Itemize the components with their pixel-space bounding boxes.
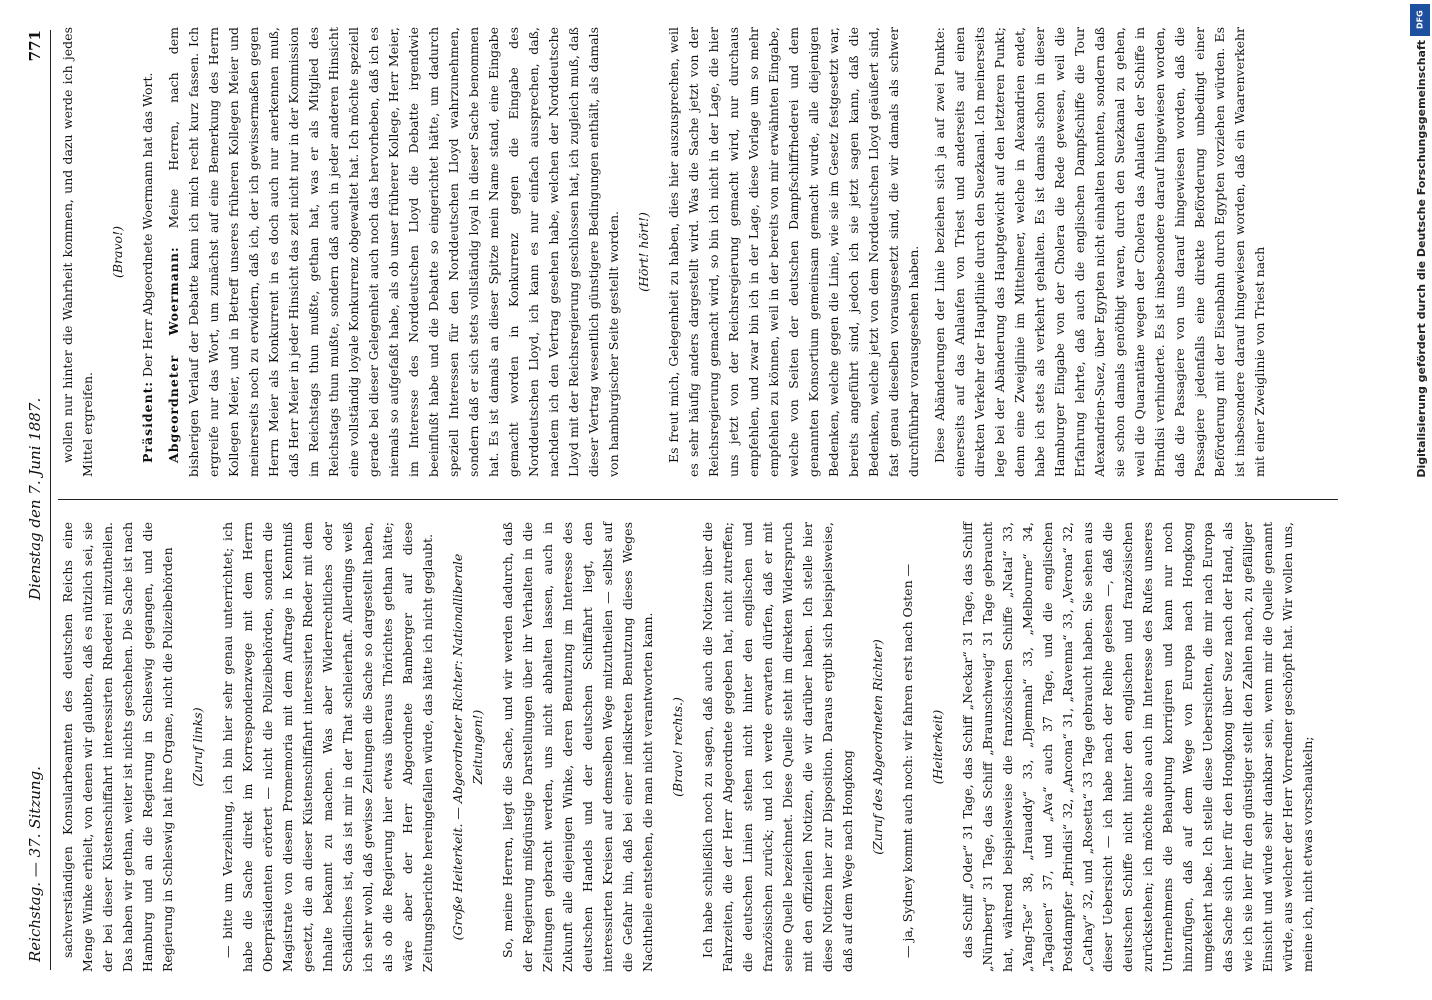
speech-paragraph	[138, 27, 158, 477]
speech-paragraph	[164, 27, 624, 477]
speaker-name: Abgeordneter Woermann:	[166, 246, 181, 463]
paragraph: wollen nur hinter die Wahrheit kommen, und dazu werde ich jedes Mittel ergreifen.	[60, 27, 95, 477]
speech-text: Der Herr Abgeordnete Woermann hat das Wort.	[140, 72, 155, 377]
interjection: (Große Heiterkeit. — Abgeordneter Richter: Nationalliberale Zeitungen!)	[450, 553, 485, 941]
interjection: (Bravo! rechts.)	[670, 697, 685, 797]
paragraph: das Schiff „Oder“ 31 Tage, das Schiff „Neckar“ 31 Tage, das Schiff „Nürnberg“ 31 Tage, das Schiff „Braunschweig“ 31 Tage gebraucht hat, während beispielsweise die französischen Schiffe „Natal“ 33, „Yang-Tse“ 38, „Irauaddy“ 33, „Djemnah“ 33, „Melbourne“ 34, „Tagaloen“ 37, und „Ava“ auch 37 Tage, und die englischen Postdampfer „Brindisi“ 32, „Ancona“ 31, „Ravenna“ 33, „Verona“ 32, „Cathay“ 32, und „Rosetta“ 33 Tage gebraucht haben. Sie sehen aus dieser Uebersicht — ich habe nach der Reihe gelesen —, daß die deutschen Schiffe nicht hinter den englischen und französischen zurückstehen; ich möchte also auch im Interesse des Rufes unseres Unternehmens die Behauptung korrigiren und kann nur noch hinzufügen, daß auf dem Wege von Europa nach Hongkong umgekehrt habe. Ich stelle diese Uebersichten, die mir nach Europa das Sache sich hier für den Hongkong über Suez nach der Hand, als wie ich sie hier für den günstiger stellt den Zahlen nach, zu gefälliger Einsicht und würde sehr dankbar sein, wenn mir die Quelle genannt würde, aus welcher der Herr Vorredner geschöpft hat. Wir wollen uns, meine ich, nicht etwas vorschaukeln;	[960, 522, 1315, 972]
interjection: (Hört! hört!)	[636, 212, 651, 292]
speech-text: Meine Herren, nach dem bisherigen Verlauf der Debatte kann ich mich recht kurz fassen. Ich ergreife nur das Wort, um zunächst auf eine Bemerkung des Herrn Kollegen Meier, und in Betreff unseres früheren Kollegen Meier und meinerseits noch zu erwidern, daß ich, der ich gewissermaßen gegen Herrn Meier als Konkurrent in es doch auch nur anerkennen muß, daß Herr Meier in jeder Hinsicht das zeit nicht nur in der Kommission im Reichstags thun mußte, gethan hat, was er als Mitglied des Reichstags thun mußte, sondern daß auch in jeder anderen Hinsicht eine vollständig loyale Konkurrenz obgewaltet hat. Ich möchte speziell gerade bei dieser Gelegenheit auch noch das hervorheben, daß ich es niemals so aufgefaßt habe, als ob unser früherer Kollege, Herr Meier, im Interesse des Norddeutschen Lloyd die Debatte irgendwie beeinflußt habe und die Debatte so eingerichtet hätte, um dadurch speziell Interessen für den Norddeutschen Lloyd wahrzunehmen, sondern daß er sich stets vollständig loyal in dieser Sache benommen hat. Es ist damals an dieser Spitze mein Name stand, eine Eingabe gemacht worden in Konkurrenz gegen die Eingabe des Norddeutschen Lloyd, ich kann es nur einfach aussprechen, daß, nachdem ich den Vertrag gesehen habe, welchen der Norddeutsche Lloyd mit der Reichsregierung geschlossen hat, ich zugleich muß, daß dieser Vertrag wesentlich günstigere Bedingungen enthält, als damals von hamburgischer Seite gestellt worden.	[166, 27, 621, 477]
column-divider	[58, 499, 1338, 500]
paragraph: Ich habe schließlich noch zu sagen, daß auch die Notizen über die Fahrzeiten, die der Herr Abgeordnete gegeben hat, nicht zutreffen; die deutschen Linien stehen nicht hinter den englischen und französischen zurück; und ich werde erwarten dürfen, daß er mit seine Quelle bezeichnet. Diese Quelle steht im direkten Widerspruch mit den offiziellen Notizen, die wir darüber haben. Ich stelle hier diese Notizen hier zur Disposition. Daraus ergibt sich beispielsweise, daß auf dem Wege nach Hongkong	[700, 522, 855, 972]
right-column	[58, 27, 1276, 477]
paragraph: Es freut mich, Gelegenheit zu haben, dies hier auszusprechen, weil es sehr häufig anders dargestellt wird. Was die Sache jetzt von der Reichsregierung gemacht wird, so bin ich nicht in der Lage, die hier uns jetzt von der Reichsregierung gemacht wird, nur durchaus empfehlen, und zwar bin ich in der Lage, diese Vorlage um so mehr empfehlen zu können, weil in der bereits von mir erwähnten Eingabe, welche von Seiten der deutschen Dampfschiffrhederei und dem genannten Konsortium gemeinsam gemacht wurde, alle diejenigen Bedenken, welche gegen die Linie, wie sie im Gesetz festgesetzt war, bereits angeführt sind, jedoch ich sie jetzt sagen kann, daß die Bedenken, welche jetzt von dem Norddeutschen Lloyd geäußert sind, fast genau dieselben vorausgesetzt sind, die wir damals als schwer durchführbar vorausgesehen haben.	[666, 27, 921, 477]
header-left: Reichstag. — 37. Sitzung.	[26, 766, 44, 962]
digitization-sidebar	[1404, 0, 1432, 1000]
dfg-notice: Digitalisierung gefördert durch die Deutsche Forschungsgemeinschaft	[1415, 40, 1428, 478]
interjection: (Heiterkeit)	[930, 709, 945, 785]
paragraph: Diese Abänderungen der Linie beziehen sich ja auf zwei Punkte: einerseits auf das Anlaufen von Triest und anderseits auf einen direkten Verkehr der Hauptlinie durch den Suezkanal. Ich meinerseits lege bei der Abänderung das Hauptgewicht auf den letzteren Punkt; denn eine Zweiglinie im Mittelmeer, welche in Alexandrien endet, habe ich stets als verkehrt gehalten. Es ist damals schon in dieser Hamburger Eingabe von der Cholera die Rede gewesen, weil die Erfahrung lehrte, daß auch die englischen Dampfschiffe die Tour Alexandrien-Suez, über Egypten nicht einhalten konnten, sondern daß sie schon damals genöthigt waren, durch den Suezkanal zu gehen, weil die Quarantäne wegen der Cholera das Anlaufen der Schiffe in Brindisi verhinderte. Es ist insbesondere darauf hingewiesen worden, daß die Passagiere von uns darauf hingewiesen worden, daß die Passagiere jedenfalls eine direkte Beförderung unbedingt einer Beförderung mit der Eisenbahn durch Egypten vorziehen würden. Es ist insbesondere darauf hingewiesen worden, daß ein Waarenverkehr mit einer Zweiglinie von Triest nach	[932, 27, 1267, 477]
dfg-logo: DFG	[1410, 4, 1430, 36]
paragraph: — ja, Sydney kommt auch noch: wir fahren erst nach Osten —	[900, 563, 915, 958]
page-number: 771	[26, 30, 44, 62]
speaker-name: Präsident:	[140, 380, 155, 463]
paragraph: So, meine Herren, liegt die Sache, und wir werden dadurch, daß der Regierung mißgünstige Darstellungen über ihr Verhalten in die Zeitungen gebracht werden, uns nicht abhalten lassen, auch in Zukunft alle diejenigen Winke, deren Benutzung im Interesse des deutschen Handels und der deutschen Schiffahrt liegt, den interessirten Kreisen auf demselben Wege mitzutheilen — selbst auf die Gefahr hin, daß bei einer indiskreten Benutzung dieses Weges Nachtheile entstehen, die man nicht verantworten kann.	[500, 522, 655, 972]
header-date: Dienstag den 7. Juni 1887.	[26, 397, 44, 600]
interjection: (Zuruf des Abgeordneten Richter)	[870, 639, 885, 855]
paragraph: sachverständigen Konsularbeamten des deutschen Reichs eine Menge Winke erhielt, von denen wir glaubten, daß es nützlich sei, sie der bei dieser Küstenschiffahrt interessirten Rhederei mitzutheilen. Das haben wir gethan, weiter ist nichts geschehen. Die Sache ist nach Hamburg und an die Regierung in Schleswig gegangen, und die Regierung in Schleswig hat ihre Organe, nicht die Polizeibehörden	[60, 522, 175, 972]
header-rule	[50, 30, 51, 970]
paragraph: — bitte um Verzeihung, ich bin hier sehr genau unterrichtet; ich habe die Sache direkt im Korrespondenzwege mit dem Herrn Oberpräsidenten erörtert — nicht die Polizeibehörden, sondern die Magistrate von diesem Promemoria mit dem Auftrage in Kenntniß gesetzt, die an dieser Küstenschiffahrt interessirten Rheder mit dem Inhalte bekannt zu machen. Was aber Widerrechtliches oder Schädliches ist, das ist mir in der That schleierhaft. Allerdings weiß ich sehr wohl, daß gewisse Zeitungen die Sache so dargestellt haben, als ob die Regierung hier etwas überaus Thörichtes gethan hätte; wäre aber der Herr Abgeordnete Bamberger auf diese Zeitungsberichte hereingefallen würde, das hätte ich nicht geglaubt.	[220, 522, 435, 972]
interjection: (Zuruf links)	[190, 707, 205, 787]
interjection: (Bravo!)	[110, 226, 125, 278]
left-column	[58, 522, 1324, 972]
running-header	[22, 20, 48, 980]
